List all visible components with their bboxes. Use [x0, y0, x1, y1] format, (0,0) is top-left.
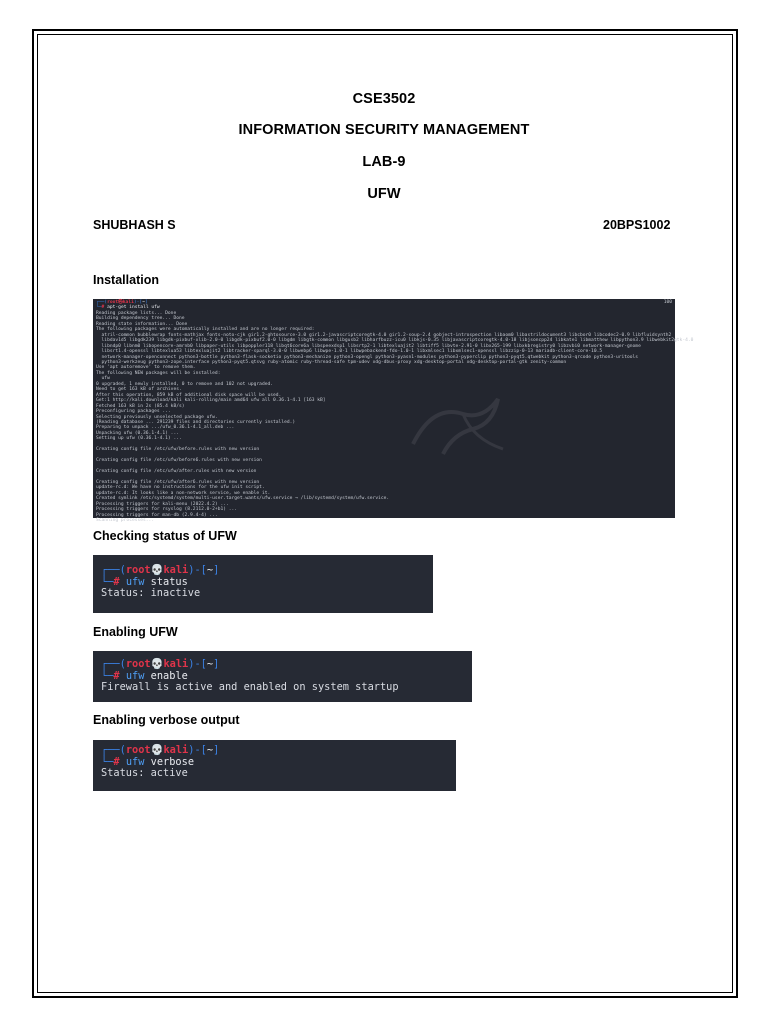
enable-command-line: └─# ufw enable	[101, 669, 188, 682]
verbose-output: Status: active	[101, 767, 188, 780]
install-output-line: libsrt1.4-openssl libtexlua53 libtexluajit2 libtracker-sparql-3.0-0 libwebp6 libwpe-1.0-1 libwpebackend-fdo-1.0-1 libxmlsec1 libxmlsec1-openssl libzzip-0-13 mariadb-client-core-10.5	[96, 349, 603, 355]
student-reg-no: 20BPS1002	[603, 218, 671, 232]
install-output-line: network-manager-openconnect python3-bottle python3-flask-socketio python3-mechanize python3-opengl python3-pyasn1-modules python3-pyperclip python3-pyqt5.qtwebkit python3-qrcode python3-uritools	[96, 354, 639, 360]
install-output-line: Reading state information... Done	[96, 321, 188, 327]
install-command-line: └─# apt-get install ufw	[96, 305, 160, 311]
lab-number: LAB-9	[362, 154, 406, 170]
install-output-line: The following packages were automatically installed and are no longer required:	[96, 327, 315, 333]
install-output-line: Need to get 163 kB of archives.	[96, 387, 182, 393]
lab-topic: UFW	[367, 186, 401, 202]
install-output-line: Use 'apt autoremove' to remove them.	[96, 365, 196, 371]
install-output-line: Creating config file /etc/ufw/before6.rules with new version	[96, 458, 262, 464]
course-name: INFORMATION SECURITY MANAGEMENT	[238, 122, 530, 138]
install-right-number: 100	[663, 300, 672, 305]
install-output	[93, 305, 694, 524]
install-output-line: 0 upgraded, 1 newly installed, 0 to remove and 102 not upgraded.	[96, 381, 274, 387]
install-output-line: Creating config file /etc/ufw/before.rules with new version	[96, 447, 260, 453]
install-prompt: ┌──(root㉿kali)-[~]	[96, 300, 148, 305]
install-output-line: Building dependency tree... Done	[96, 316, 185, 322]
install-output-line: python3-werkzeug python3-zope.interface python3-pyqt5.qtsvg ruby-atomic ruby-thread-safe tpm-udev xdg-dbus-proxy xdg-desktop-portal xdg-desktop-portal-gtk zenity-common	[96, 359, 567, 365]
install-output-line: Processing triggers for man-db (2.9.4-4) ...	[96, 512, 218, 518]
install-output-line: Setting up ufw (0.36.1-4.1) ...	[96, 436, 182, 442]
install-output-line: libndp0 libnm0 libopencore-amrnb0 libpaper-utils libpoppler118 libqt6core6a libspeexdsp1 libsrtp2-1 libtexluajit2 libtiff5 libvte-2.91-0 libx265-199 libxkbregistry0 libzvbi0 network-manager-gnome	[96, 343, 641, 349]
install-output-line: Created symlink /etc/systemd/system/multi-user.target.wants/ufw.service → /lib/systemd/system/ufw.service.	[96, 496, 390, 502]
section-checking-status: Checking status of UFW	[93, 529, 237, 543]
course-code: CSE3502	[352, 91, 416, 107]
section-verbose: Enabling verbose output	[93, 713, 240, 727]
install-output-line: Preconfiguring packages ...	[96, 409, 171, 415]
section-enabling: Enabling UFW	[93, 625, 178, 639]
install-output-line: Scanning processes...	[96, 518, 155, 524]
section-installation: Installation	[93, 273, 159, 287]
install-output-line: update-rc.d: It looks like a non-network service, we enable it.	[96, 490, 271, 496]
install-terminal-screenshot	[93, 299, 694, 524]
verbose-prompt: ┌──(root💀kali)-[~]	[101, 744, 220, 756]
install-output-line: Processing triggers for rsyslog (8.2112.0-2+b1) ...	[96, 507, 238, 513]
install-output-line: Creating config file /etc/ufw/after.rules with new version	[96, 469, 257, 475]
install-output-line: atril-common bubblewrap fonts-mathjax fonts-noto-cjk gir1.2-ghtosource-3.0 gir1.2-javascriptcoregtk-4.0 gir1.2-soup-2.4 gobject-introspection libaom0 libastrildocument3 libcbor0 libcodec2-0.9 libfluidsynth2	[96, 332, 672, 338]
install-output-line: The following NEW packages will be installed:	[96, 370, 221, 376]
install-output-lines	[96, 310, 694, 524]
install-output-line: Unpacking ufw (0.36.1-4.1) ...	[96, 430, 179, 436]
verbose-command-line: └─# ufw verbose	[101, 755, 195, 768]
verbose-terminal-screenshot	[93, 740, 456, 791]
install-output-line: Creating config file /etc/ufw/after6.rules with new version	[96, 479, 260, 485]
install-output-line: After this operation, 859 kB of additional disk space will be used.	[96, 392, 282, 398]
install-output-line: (Reading database ... 291239 files and directories currently installed.)	[96, 419, 296, 425]
install-output-line: Get:1 http://kali.download/kali kali-rolling/main amd64 ufw all 0.36.1-4.1 [163 kB]	[96, 398, 326, 404]
install-output-line: Reading package lists... Done	[96, 310, 177, 316]
status-terminal-screenshot	[93, 555, 433, 613]
install-output-line: libdav1d5 libgdk239 libgdk-pixbuf-xlib-2.0-0 libgdk-pixbuf2.0-0 libgdm libgtk-common libgusb2 libharfbuzz-icu0 libkjs-0.35 libjavascriptcoregtk-4.0-18 libjsoncpp24 libkate1 libmatthew libpython3.9 libwebkit2gtk-4.0	[96, 338, 694, 344]
install-output-line: Processing triggers for kali-menu (2022.4.2) ...	[96, 501, 229, 507]
enable-terminal-screenshot	[93, 651, 472, 702]
status-command-line: └─# ufw status	[101, 575, 188, 588]
status-prompt: ┌──(root💀kali)-[~]	[101, 564, 220, 576]
student-name: SHUBHASH S	[93, 218, 176, 232]
enable-output: Firewall is active and enabled on system startup	[101, 681, 399, 694]
install-output-line: Fetched 163 kB in 2s (85.4 kB/s)	[96, 403, 185, 409]
kali-dragon-watermark	[403, 384, 523, 464]
install-output-line: ufw	[96, 376, 110, 382]
enable-prompt: ┌──(root💀kali)-[~]	[101, 658, 220, 670]
install-output-line: Selecting previously unselected package ufw.	[96, 414, 218, 420]
install-output-line: Preparing to unpack .../ufw_0.36.1-4.1_all.deb ...	[96, 425, 235, 431]
install-output-line: update-rc.d: We have no instructions for the ufw init script.	[96, 485, 265, 491]
status-output: Status: inactive	[101, 587, 201, 600]
